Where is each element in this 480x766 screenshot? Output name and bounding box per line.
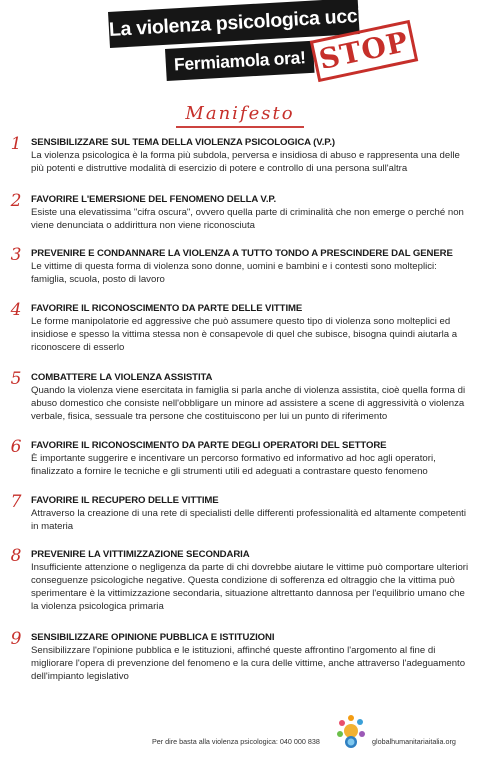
item-title: SENSIBILIZZARE OPINIONE PUBBLICA E ISTITUZIONI: [31, 632, 275, 643]
item-number: 8: [10, 546, 22, 566]
item-text: Insufficiente attenzione o negligenza da parte di chi dovrebbe aiutare le vittime può comportare ulteriori conseguenze psicologiche negative. Questa condizione di sofferenza ed oltraggio che la vittima può sperimentare è la vittimizzazione secondaria, situazione altrettanto dannosa per l'equilibrio umano che la violenza psicologica primaria: [31, 562, 469, 612]
item-title: FAVORIRE IL RICONOSCIMENTO DA PARTE DEGLI OPERATORI DEL SETTORE: [31, 440, 387, 451]
item-number: 6: [10, 437, 22, 457]
title-underline: [176, 126, 304, 128]
item-number: 9: [10, 629, 22, 649]
headline-banner: La violenza psicologica uccide.: [108, 0, 360, 48]
item-number: 5: [10, 369, 22, 389]
item-text: La violenza psicologica è la forma più subdola, perversa e insidiosa di abuso e rappresenta una delle più potenti e distruttive modalità di esercizio di potere e controllo di una persona sull'altra: [31, 150, 460, 174]
item-number: 3: [10, 245, 22, 265]
item-title: SENSIBILIZZARE SUL TEMA DELLA VIOLENZA PSICOLOGICA (V.P.): [31, 137, 335, 148]
item-title: PREVENIRE E CONDANNARE LA VIOLENZA A TUTTO TONDO A PRESCINDERE DAL GENERE: [31, 248, 453, 259]
item-number: 7: [10, 492, 22, 512]
item-title: FAVORIRE IL RICONOSCIMENTO DA PARTE DELLE VITTIME: [31, 303, 303, 314]
item-title: PREVENIRE LA VITTIMIZZAZIONE SECONDARIA: [31, 549, 250, 560]
item-text: Attraverso la creazione di una rete di specialisti delle differenti professionalità ed altamente competenti in materia: [31, 508, 466, 532]
item-text: Quando la violenza viene esercitata in famiglia si parla anche di violenza assistita, cioè quella forma di abuso domestico che consiste nell'obbligare un minore ad assistere a scene di aggressività o violenza verbale, fisica, sessuale tra persone che costituiscono per lui un punto di riferimento: [31, 385, 466, 422]
item-text: Sensibilizzare l'opinione pubblica e le istituzioni, affinché queste affrontino l'argomento al fine di migliorare l'opera di prevenzione del fenomeno e la cura delle vittime, anche attraverso l'adeguamento dell'impianto legislativo: [31, 645, 466, 682]
item-text: È importante suggerire e incentivare un percorso formativo ed informativo ad hoc agli operatori, finalizzato a fornire le tecniche e gli strumenti utili ed adeguati a contrastare questo fenomeno: [31, 453, 436, 477]
item-title: FAVORIRE IL RECUPERO DELLE VITTIME: [31, 495, 219, 506]
item-title: COMBATTERE LA VIOLENZA ASSISTITA: [31, 372, 213, 383]
item-text: Le forme manipolatorie ed aggressive che può assumere questo tipo di violenza sono molteplici ed insidiose e spesso la vittima stessa non è consapevole di quel che subisce, bisogna quindi aiutarla a riconoscere di esserlo: [31, 316, 458, 353]
item-text: Le vittime di questa forma di violenza sono donne, uomini e bambini e i contesti sono molteplici: famiglia, scuola, posto di lavoro: [31, 261, 437, 285]
subheadline-banner: Fermiamola ora!: [165, 41, 315, 81]
manifesto-title: Manifesto: [185, 103, 295, 124]
item-text: Esiste una elevatissima "cifra oscura", ovvero quella parte di criminalità che non emerge o perché non viene denunciata o addirittura non viene riconosciuta: [31, 207, 464, 231]
helpline-text: Per dire basta alla violenza psicologica: 040 000 838: [152, 737, 320, 746]
humanitaria-logo-icon: [334, 714, 368, 762]
item-number: 1: [10, 134, 22, 154]
item-number: 2: [10, 191, 22, 211]
stop-stamp: STOP: [310, 20, 419, 82]
website-link[interactable]: globalhumanitariaitalia.org: [372, 737, 456, 746]
item-title: FAVORIRE L'EMERSIONE DEL FENOMENO DELLA V.P.: [31, 194, 277, 205]
item-number: 4: [10, 300, 22, 320]
